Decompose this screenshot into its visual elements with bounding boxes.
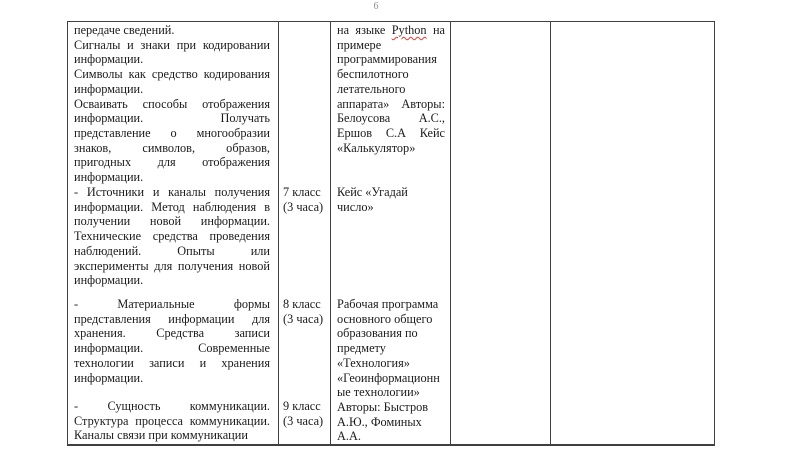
page-number: 6 [373, 1, 379, 12]
paragraph: передаче сведений. [74, 23, 175, 37]
activities-cell-continued [68, 22, 279, 184]
activities-cell-storage [68, 296, 279, 398]
case-cell-python [331, 22, 451, 184]
case-text-before: на языке [337, 23, 392, 37]
activities-cell-communication [68, 398, 279, 444]
grade-label: 7 класс (3 часа) [283, 185, 324, 214]
grade-cell-empty [279, 22, 331, 184]
grade-label: 8 класс (3 часа) [283, 297, 324, 326]
paragraph: Кейс «Угадай число» [337, 185, 408, 214]
empty-column-cell [551, 22, 714, 444]
paragraph: - Материальные формы представления информации для хранения. Средства записи информации. Современные технологии записи и хранения информации. [74, 297, 270, 385]
case-cell-guess-number [331, 184, 451, 296]
paragraph: Символы как средство кодирования информации. [74, 67, 270, 96]
activities-cell-sources [68, 184, 279, 296]
paragraph: Осваивать способы отображения информации. Получать представление о многообразии знаков, символов, образов, пригодных для отображения информации. [74, 96, 270, 184]
grade-label: 9 класс (3 часа) [283, 399, 324, 428]
empty-column-cell [451, 22, 551, 444]
case-text-after: на примере программирования беспилотного летательного аппарата» Авторы: Белоусова А.С., Ершов С.А Кейс «Калькулятор» [337, 23, 445, 155]
case-cell-geo-program [331, 296, 451, 444]
paragraph: - Сущность коммуникации. Структура процесса коммуникации. Каналы связи при коммуникации [74, 399, 270, 443]
grade-cell-9 [279, 398, 331, 444]
paragraph: Сигналы и знаки при кодировании информации. [74, 37, 270, 67]
paragraph: - Источники и каналы получения информации. Метод наблюдения в получении новой информации. Технические средства проведения наблюдений. Опыты или эксперименты для получения новой информации. [74, 185, 270, 288]
paragraph [337, 23, 445, 155]
misspelled-word: Python [391, 23, 427, 37]
grade-cell-7 [279, 184, 331, 296]
grade-cell-8 [279, 296, 331, 398]
paragraph: Рабочая программа основного общего образования по предмету «Технология» «Геоинформационные технологии» Авторы: Быстров А.Ю., Фоминых А.А. [337, 297, 440, 444]
curriculum-table [67, 21, 715, 446]
